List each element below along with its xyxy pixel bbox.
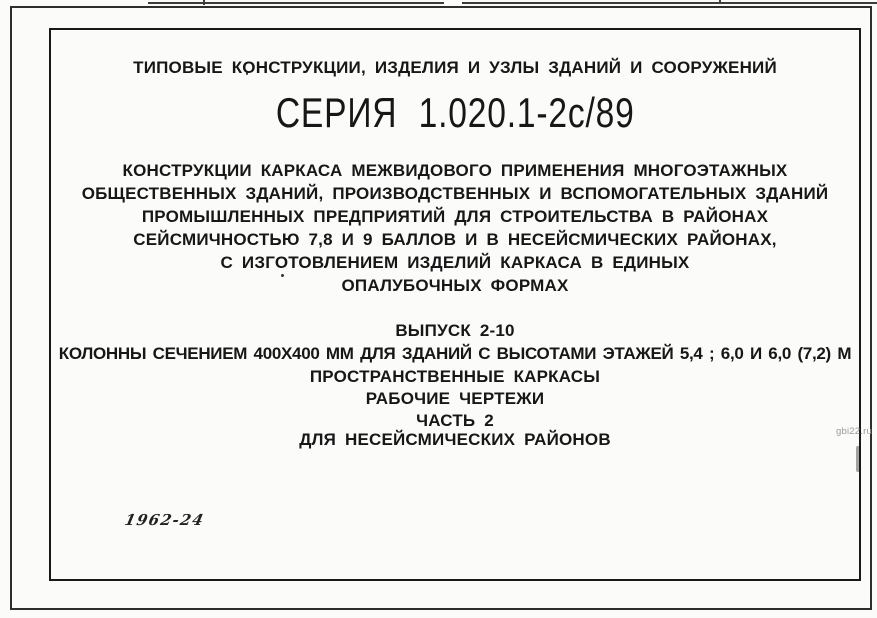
part-number-line: ЧАСТЬ 2 [416, 411, 494, 430]
issue-number-line: ВЫПУСК 2-10 [395, 321, 515, 340]
spatial-frames-line: ПРОСТРАНСТВЕННЫЕ КАРКАСЫ [309, 367, 601, 386]
handwritten-mark: 1962-24 [123, 511, 207, 529]
description-line: ОПАЛУБОЧНЫХ ФОРМАХ [341, 276, 569, 295]
description-line: С ИЗГОТОВЛЕНИЕМ ИЗДЕЛИЙ КАРКАСА В ЕДИНЫХ [220, 253, 690, 272]
description-block [60, 159, 850, 297]
document-header-line: ТИПОВЫЕ КОНСТРУКЦИИ, ИЗДЕЛИЯ И УЗЛЫ ЗДАНИЙ И СООРУЖЕНИЙ [133, 58, 777, 77]
description-line: СЕЙСМИЧНОСТЬЮ 7,8 И 9 БАЛЛОВ И В НЕСЕЙСМИЧЕСКИХ РАЙОНАХ, [133, 230, 777, 249]
series-title [60, 90, 850, 136]
columns-spec-line: КОЛОННЫ СЕЧЕНИЕМ 400Х400 ММ ДЛЯ ЗДАНИЙ С ВЫСОТАМИ ЭТАЖЕЙ 5,4 ; 6,0 И 6,0 (7,2) М [58, 344, 852, 363]
description-line: КОНСТРУКЦИИ КАРКАСА МЕЖВИДОВОГО ПРИМЕНЕНИЯ МНОГОЭТАЖНЫХ [122, 161, 788, 180]
series-title-text: СЕРИЯ 1.020.1-2с/89 [275, 89, 635, 136]
watermark-text: gbi22.ru [836, 426, 872, 437]
scan-edge-line [462, 2, 877, 4]
scan-tick-mark [203, 0, 205, 5]
description-line: ПРОМЫШЛЕННЫХ ПРЕДПРИЯТИЙ ДЛЯ СТРОИТЕЛЬСТВА В РАЙОНАХ [141, 207, 769, 226]
region-line: ДЛЯ НЕСЕЙСМИЧЕСКИХ РАЙОНОВ [299, 430, 611, 449]
scan-edge-line [148, 2, 444, 4]
scan-tick-mark [719, 0, 721, 4]
working-drawings-line: РАБОЧИЕ ЧЕРТЕЖИ [365, 389, 545, 408]
description-line: ОБЩЕСТВЕННЫХ ЗДАНИЙ, ПРОИЗВОДСТВЕННЫХ И ВСПОМОГАТЕЛЬНЫХ ЗДАНИЙ [81, 184, 829, 203]
